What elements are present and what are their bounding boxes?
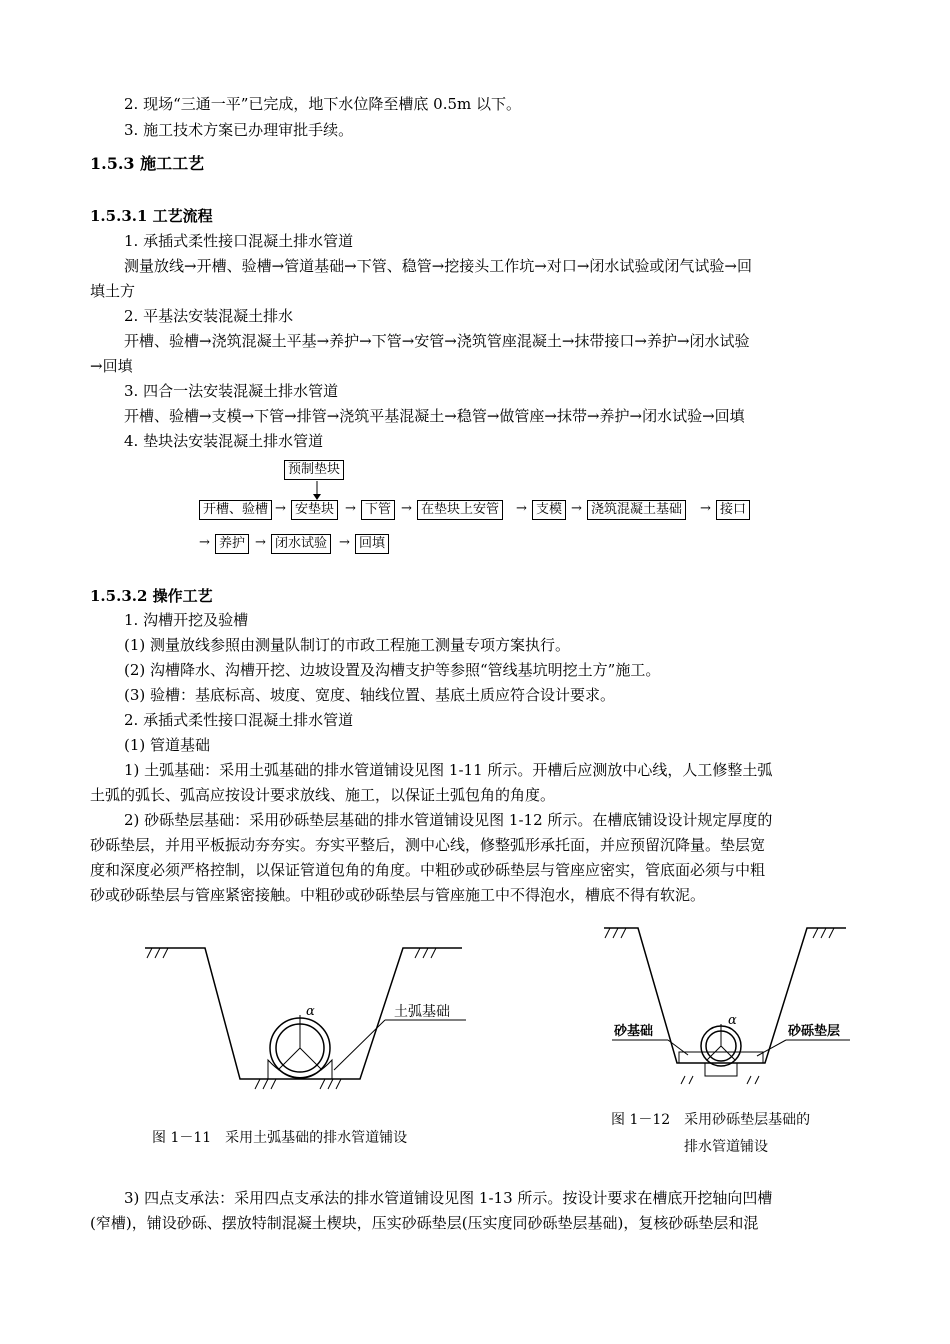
- op-para-6-line-2: 砂砾垫层，并用平板振动夯夯实。夯实平整后，测中心线，修整弧形承托面，并应预留沉降量。垫层宽: [90, 836, 766, 854]
- op-step-2: 2. 承插式柔性接口混凝土排水管道: [124, 711, 354, 729]
- method-3-line-1: 开槽、验槽→支模→下管→排管→浇筑平基混凝土→稳管→做管座→抹带→养护→闭水试验→回填: [124, 407, 745, 425]
- flow-arrow: →: [339, 535, 350, 550]
- intro-item-3: 3. 施工技术方案已办理审批手续。: [124, 121, 354, 139]
- flow-box-lower-pipe: 下管: [361, 500, 395, 520]
- op-para-1: (1) 测量放线参照由测量队制订的市政工程施工测量专项方案执行。: [124, 636, 571, 654]
- flow-arrow: →: [275, 501, 286, 516]
- flow-box-joint: 接口: [716, 500, 750, 520]
- op-para-7-line-2: (窄槽)，铺设砂砾、摆放特制混凝土楔块，压实砂砾垫层(压实度同砂砾垫层基础)，复核砂砾垫层和混: [90, 1214, 759, 1232]
- fig12-label-sand-base: 砂基础: [614, 1024, 654, 1039]
- flow-arrow: →: [255, 535, 266, 550]
- fig11-caption: 图 1－11 采用土弧基础的排水管道铺设: [152, 1130, 408, 1146]
- op-para-3: (3) 验槽：基底标高、坡度、宽度、轴线位置、基底土质应符合设计要求。: [124, 686, 616, 704]
- flow-box-install-on-block: 在垫块上安管: [417, 500, 503, 520]
- method-4-title: 4. 垫块法安装混凝土排水管道: [124, 432, 324, 450]
- flow-arrow: →: [700, 501, 711, 516]
- method-1-line-1: 测量放线→开槽、验槽→管道基础→下管、稳管→挖接头工作坑→对口→闭水试验或闭气试验→回: [124, 257, 752, 275]
- section-title: 1.5.3 施工工艺: [90, 154, 205, 173]
- flow-arrow: →: [516, 501, 527, 516]
- process-title: 1.5.3.1 工艺流程: [90, 207, 213, 225]
- method-1-line-2: 填土方: [90, 282, 136, 300]
- flow-box-backfill: 回填: [355, 534, 389, 554]
- flow-box-pour-base: 浇筑混凝土基础: [587, 500, 686, 520]
- flow-arrow: →: [199, 535, 210, 550]
- figure-1-12: [0, 0, 1, 1]
- flow-box-prefab-block: 预制垫块: [284, 460, 344, 480]
- method-1-title: 1. 承插式柔性接口混凝土排水管道: [124, 232, 354, 250]
- op-para-6-line-3: 度和深度必须严格控制，以保证管道包角的角度。中粗砂或砂砾垫层与管座应密实，管底面必须与中粗: [90, 861, 766, 879]
- fig12-caption-line-1: 图 1－12 采用砂砾垫层基础的: [611, 1112, 811, 1128]
- flow-box-formwork: 支模: [532, 500, 566, 520]
- op-para-4: (1) 管道基础: [124, 736, 211, 754]
- fig12-caption-line-2: 排水管道铺设: [684, 1139, 768, 1155]
- op-step-1: 1. 沟槽开挖及验槽: [124, 611, 249, 629]
- flow-arrow: →: [571, 501, 582, 516]
- flow-box-place-block: 安垫块: [291, 500, 338, 520]
- intro-item-2: 2. 现场“三通一平”已完成，地下水位降至槽底 0.5m 以下。: [124, 95, 522, 113]
- op-para-6-line-1: 2) 砂砾垫层基础：采用砂砾垫层基础的排水管道铺设见图 1-12 所示。在槽底铺设设计规定厚度的: [124, 811, 773, 829]
- fig11-angle-label: α: [306, 1004, 315, 1019]
- op-para-7-line-1: 3) 四点支承法：采用四点支承法的排水管道铺设见图 1-13 所示。按设计要求在槽底开挖轴向凹槽: [124, 1189, 773, 1207]
- method-2-title: 2. 平基法安装混凝土排水: [124, 307, 294, 325]
- fig11-label-earth-arc: 土弧基础: [394, 1004, 450, 1020]
- op-para-2: (2) 沟槽降水、沟槽开挖、边坡设置及沟槽支护等参照“管线基坑明挖土方”施工。: [124, 661, 661, 679]
- op-para-6-line-4: 砂或砂砾垫层与管座紧密接触。中粗砂或砂砾垫层与管座施工中不得泡水，槽底不得有软泥。: [90, 886, 706, 904]
- method-3-title: 3. 四合一法安装混凝土排水管道: [124, 382, 339, 400]
- fig12-label-gravel-layer: 砂砾垫层: [788, 1024, 841, 1039]
- flow-box-trench: 开槽、验槽: [199, 500, 272, 520]
- op-para-5-line-2: 土弧的弧长、弧高应按设计要求放线、施工，以保证土弧包角的角度。: [90, 786, 556, 804]
- method-2-line-2: →回填: [90, 357, 133, 375]
- operation-title: 1.5.3.2 操作工艺: [90, 587, 213, 605]
- flow-box-curing: 养护: [215, 534, 249, 554]
- flow-arrow: →: [401, 501, 412, 516]
- flow-box-water-test: 闭水试验: [271, 534, 331, 554]
- flow-arrow: →: [345, 501, 356, 516]
- fig12-angle-label: α: [728, 1013, 737, 1028]
- method-2-line-1: 开槽、验槽→浇筑混凝土平基→养护→下管→安管→浇筑管座混凝土→抹带接口→养护→闭水试验: [124, 332, 750, 350]
- op-para-5-line-1: 1) 土弧基础：采用土弧基础的排水管道铺设见图 1-11 所示。开槽后应测放中心线，人工修整土弧: [124, 761, 773, 779]
